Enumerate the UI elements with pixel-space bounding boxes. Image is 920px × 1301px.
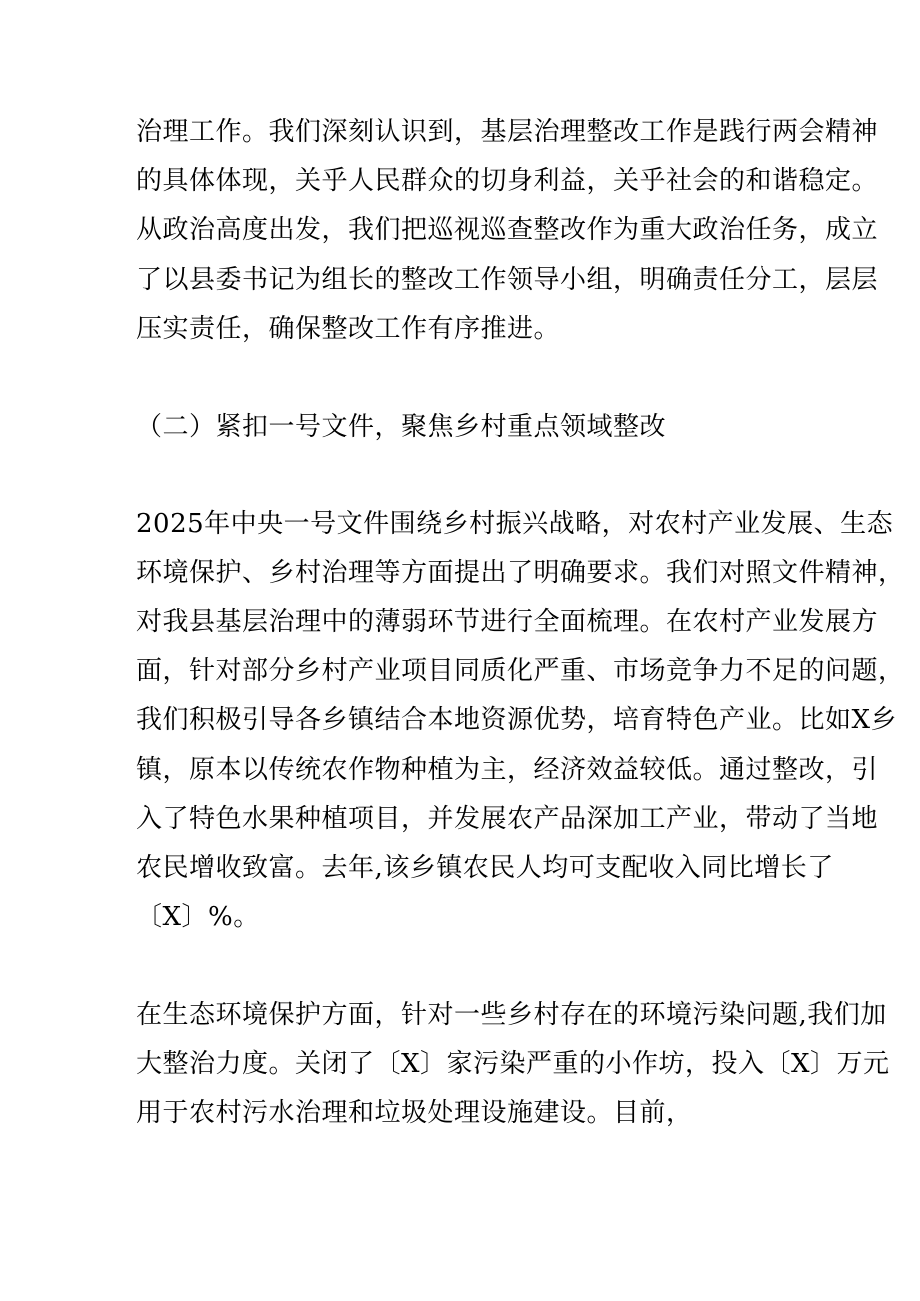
paragraph-2-line-6: 镇，原本以传统农作物种植为主，经济效益较低。通过整改，引: [136, 755, 879, 785]
section-heading-2: （二）紧扣一号文件，聚焦乡村重点领域整改: [136, 412, 667, 442]
paragraph-1-line-3: 从政治高度出发，我们把巡视巡查整改作为重大政治任务，成立: [136, 215, 879, 245]
paragraph-1-line-5: 压实责任，确保整改工作有序推进。: [136, 314, 561, 344]
paragraph-1-line-4: 了以县委书记为组长的整改工作领导小组，明确责任分工，层层: [136, 265, 879, 295]
paragraph-1-line-1: 治理工作。我们深刻认识到，基层治理整改工作是践行两会精神: [136, 117, 879, 147]
paragraph-2-line-8: 农民增收致富。去年,该乡镇农民人均可支配收入同比增长了: [136, 853, 834, 883]
paragraph-1-line-2: 的具体体现，关乎人民群众的切身利益，关乎社会的和谐稳定。: [136, 166, 879, 196]
paragraph-2-line-5: 我们积极引导各乡镇结合本地资源优势，培育特色产业。比如X乡: [136, 705, 898, 735]
paragraph-3-line-1: 在生态环境保护方面，针对一些乡村存在的环境污染问题,我们加: [136, 1000, 887, 1030]
paragraph-3-line-2: 大整治力度。关闭了〔X〕家污染严重的小作坊，投入〔X〕万元: [136, 1049, 890, 1079]
paragraph-2-line-2: 环境保护、乡村治理等方面提出了明确要求。我们对照文件精神，: [136, 558, 905, 588]
paragraph-2-line-7: 入了特色水果种植项目，并发展农产品深加工产业，带动了当地: [136, 804, 879, 834]
paragraph-2-line-3: 对我县基层治理中的薄弱环节进行全面梳理。在农村产业发展方: [136, 607, 879, 637]
paragraph-2-line-9: 〔X〕%。: [136, 902, 260, 932]
paragraph-3-line-3: 用于农村污水治理和垃圾处理设施建设。目前，: [136, 1098, 693, 1128]
paragraph-2-line-4: 面，针对部分乡村产业项目同质化严重、市场竞争力不足的问题，: [136, 656, 905, 686]
paragraph-2-line-1: 2025年中央一号文件围绕乡村振兴战略，对农村产业发展、生态: [136, 509, 894, 539]
